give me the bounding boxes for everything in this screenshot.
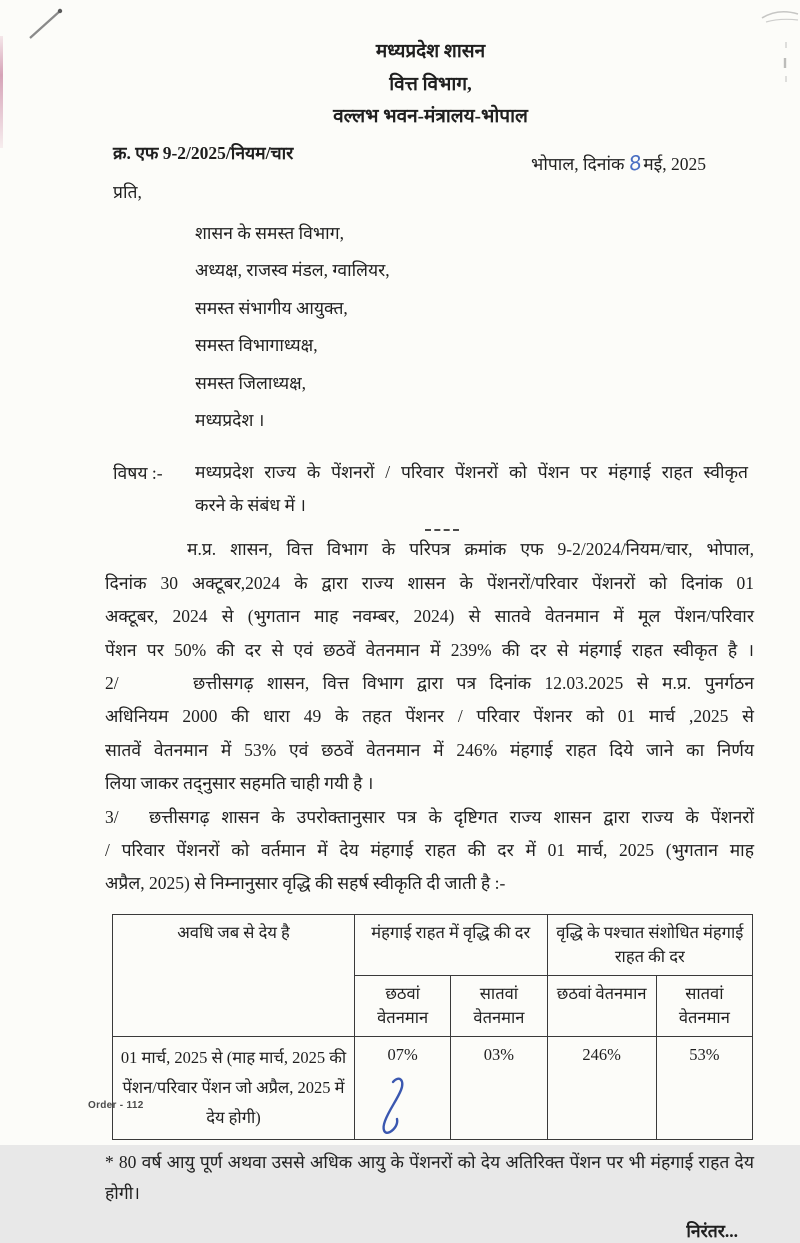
paragraph-1 [105,533,754,667]
paragraph-line: दिनांक 30 अक्टूबर,2024 के द्वारा राज्य शासन के पेंशनरों/परिवार पेंशनरों को दिनांक 01 [105,572,754,593]
paragraph-number: 2/ [105,672,119,693]
letterhead-line-department: वित्त विभाग, [389,73,472,95]
cell-value: 07% [355,1036,451,1139]
cell-period: 01 मार्च, 2025 से (माह मार्च, 2025 की पेंशन/परिवार पेंशन जो अप्रैल, 2025 में देय होगी) [113,1036,355,1139]
continued-label: निरंतर... [686,1220,738,1241]
paragraph-line: / परिवार पेंशनरों को वर्तमान में देय मंहगाई राहत की दर में 01 मार्च, 2025 (भुगतान माह [105,839,754,860]
footnote-line: होगी। [105,1182,140,1203]
footnote-line: * 80 वर्ष आयु पूर्ण अथवा उससे अधिक आयु के पेंशनरों को देय अतिरिक्त पेंशन पर भी मंहगाई राहत देय [105,1151,754,1172]
subject-block [113,456,748,523]
cell-value: 246% [547,1036,656,1139]
recipient-item: अध्यक्ष, राजस्व मंडल, ग्वालियर, [195,260,390,280]
recipient-item: समस्त संभागीय आयुक्त, [195,297,348,318]
paragraph-line: लिया जाकर तद्नुसार सहमति चाही गयी है । [105,773,374,794]
place-and-date [531,149,748,176]
recipient-list [195,215,748,440]
order-number: Order - 112 [88,1100,144,1111]
scan-artifact-top-right [752,2,800,92]
recipient-item: समस्त जिलाध्यक्ष, [195,372,307,393]
place-date-prefix: भोपाल, दिनांक [531,153,625,174]
salutation: प्रति, [113,181,142,202]
subheader-sixth-pay: छठवां वेतनमान [547,975,656,1036]
subject-text [195,456,748,523]
handwritten-day: 8 [627,149,645,176]
subheader-seventh-pay: सातवां वेतनमान [656,975,752,1036]
paragraph-3 [105,801,754,901]
letterhead-line-government: मध्यप्रदेश शासन [375,41,486,62]
paragraph-line: अधिनियम 2000 की धारा 49 के तहत पेंशनर / परिवार पेंशनर को 01 मार्च ,2025 से [105,706,754,727]
header-period: अवधि जब से देय है [113,914,355,1036]
reference-row [113,141,748,176]
reference-number: क्र. एफ 9-2/2025/नियम/चार [113,142,294,163]
paragraph-line: छत्तीसगढ़ शासन के उपरोक्तानुसार पत्र के दृष्टिगत राज्य शासन द्वारा राज्य के पेंशनरों [149,806,754,827]
header-revised-rate: वृद्धि के पश्चात संशोधित मंहगाई राहत की दर [547,914,752,975]
date-suffix: मई, 2025 [643,153,706,174]
footnote [105,1147,754,1209]
subject-line: करने के संबंध में । [195,494,306,515]
paragraph-line: अप्रैल, 2025) से निम्नानुसार वृद्धि की सहर्ष स्वीकृति दी जाती है :- [105,873,506,894]
paragraph-line: म.प्र. शासन, वित्त विभाग के परिपत्र क्रमांक एफ 9-2/2024/नियम/चार, भोपाल, [187,539,754,560]
subheader-seventh-pay: सातवां वेतनमान [451,975,547,1036]
scan-edge-line [0,36,3,148]
subject-label: विषय :- [113,462,163,483]
table-header-row [113,914,753,975]
cell-value: 53% [656,1036,752,1139]
letterhead-line-address: वल्लभ भवन-मंत्रालय-भोपाल [333,106,528,127]
dearness-relief-table [112,914,753,1140]
paragraph-line: अक्टूबर, 2024 से (भुगतान माह नवम्बर, 2024) से सातवे वेतनमान में मूल पेंशन/परिवार [105,606,754,627]
letterhead [113,36,748,134]
recipient-item: समस्त विभागाध्यक्ष, [195,335,318,355]
paragraph-line: सातवें वेतनमान में 53% एवं छठवें वेतनमान में 246% मंहगाई राहत दिये जाने का निर्णय [105,739,754,760]
header-increase-rate: मंहगाई राहत में वृद्धि की दर [355,914,548,975]
pencil-mark [22,5,68,45]
subject-line: मध्यप्रदेश राज्य के पेंशनरों / परिवार पेंशनरों को पेंशन पर मंहगाई राहत स्वीकृत [195,461,748,482]
recipient-item: शासन के समस्त विभाग, [195,222,344,243]
paragraph-2 [105,667,754,801]
subheader-sixth-pay: छठवां वेतनमान [355,975,451,1036]
signature-scribble [372,1076,414,1140]
recipient-item: मध्यप्रदेश । [195,410,265,430]
separator-mark [425,527,459,531]
paragraph-line: पेंशन पर 50% की दर से एवं छठवें वेतनमान में 239% की दर से मंहगाई राहत स्वीकृत है । [105,639,754,660]
paragraph-line: छत्तीसगढ़ शासन, वित्त विभाग द्वारा पत्र दिनांक 12.03.2025 से म.प्र. पुनर्गठन [193,672,754,693]
cell-value: 03% [451,1036,547,1139]
paragraph-number: 3/ [105,806,119,827]
table-row [113,1036,753,1139]
body-paragraphs [105,533,754,900]
